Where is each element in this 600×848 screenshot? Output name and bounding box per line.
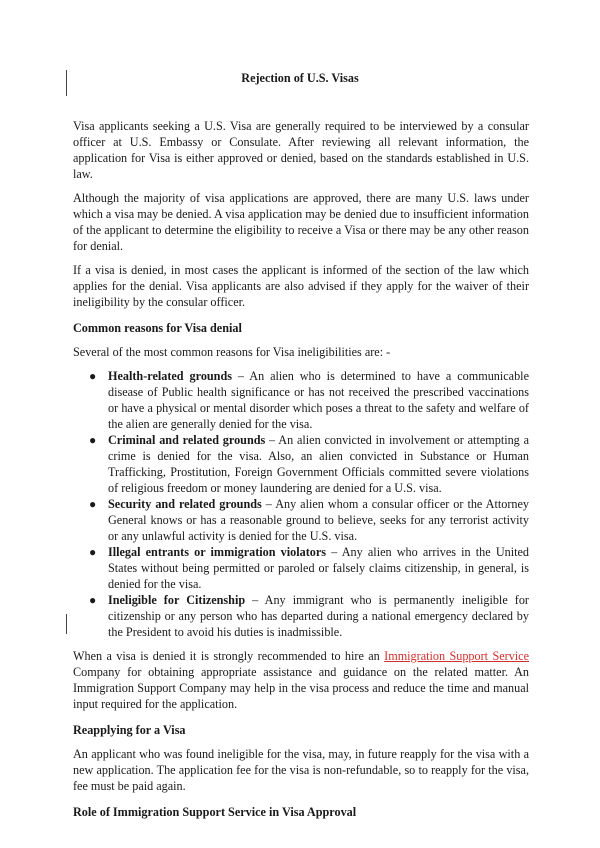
list-item bbox=[73, 592, 529, 640]
section-heading-reapplying: Reapplying for a Visa bbox=[73, 723, 186, 737]
bullet-icon: ● bbox=[89, 545, 97, 559]
list-item bbox=[73, 544, 529, 592]
list-item bbox=[73, 368, 529, 432]
margin-marker-recommendation bbox=[66, 614, 67, 634]
item-text: – Any alien who arrives in the United States without being permitted or paroled or falsely claims citizenship, in general, is denied for the visa. bbox=[108, 545, 529, 591]
intro-paragraph-2: Although the majority of visa applications are approved, there are many U.S. laws under which a visa may be denied. A visa application may be denied due to insufficient information of the applicant to determine the eligibility to receive a Visa or there may be any other reason for denial. bbox=[73, 191, 529, 253]
bullet-icon: ● bbox=[89, 593, 97, 607]
intro-paragraph-1: Visa applicants seeking a U.S. Visa are generally required to be interviewed by a consular officer at U.S. Embassy or Consulate. After reviewing all relevant information, the application for Visa is either approved or denied, based on the standards established in U.S. law. bbox=[73, 119, 529, 181]
item-term: Ineligible for Citizenship bbox=[108, 593, 246, 607]
reapplying-paragraph: An applicant who was found ineligible for the visa, may, in future reapply for the visa with a new application. The application fee for the visa is non-refundable, so to reapply for the visa, fee must be paid again. bbox=[73, 747, 529, 793]
list-item bbox=[73, 432, 529, 496]
item-text: – An alien who is determined to have a communicable disease of Public health significance or has not received the prescribed vaccinations or have a physical or mental disorder which poses a threat to the safety and welfare of the alien are generally denied for the visa. bbox=[108, 369, 529, 431]
reasons-list bbox=[73, 368, 529, 640]
bullet-icon: ● bbox=[89, 433, 97, 447]
recommendation-text-after: Company for obtaining appropriate assistance and guidance on the related matter. An Immigration Support Company may help in the visa process and reduce the time and manual input required for the application. bbox=[73, 665, 529, 711]
item-text: – Any immigrant who is permanently ineligible for citizenship or any person who has departed during a national emergency declared by the President to avoid his duties is inadmissible. bbox=[108, 593, 529, 639]
section-heading-common-reasons: Common reasons for Visa denial bbox=[73, 321, 242, 335]
item-text: – An alien convicted in involvement or attempting a crime is denied for the visa. Also, an alien convicted in Substance or Human Trafficking, Prostitution, Foreign Government Officials committed severe violations of religious freedom or money laundering are denied for a U.S. visa. bbox=[108, 433, 529, 495]
immigration-support-service-link[interactable]: Immigration Support Service bbox=[384, 649, 529, 663]
section-lead: Several of the most common reasons for Visa ineligibilities are: - bbox=[73, 345, 391, 359]
list-item bbox=[73, 496, 529, 544]
recommendation-text-before: When a visa is denied it is strongly recommended to hire an bbox=[73, 649, 385, 663]
section-heading-role: Role of Immigration Support Service in Visa Approval bbox=[73, 805, 357, 819]
item-text: – Any alien whom a consular officer or the Attorney General knows or has a reasonable ground to believe, seeks for any terrorist activity or any unlawful activity is denied for the U.S. visa. bbox=[108, 497, 529, 543]
recommendation-paragraph bbox=[73, 648, 529, 712]
document-title: Rejection of U.S. Visas bbox=[241, 71, 359, 85]
intro-paragraph-3: If a visa is denied, in most cases the applicant is informed of the section of the law which applies for the denial. Visa applicants are also advised if they apply for the waiver of their ineligibility by the consular officer. bbox=[73, 263, 529, 309]
item-term: Criminal and related grounds bbox=[108, 433, 266, 447]
bullet-icon: ● bbox=[89, 369, 97, 383]
item-term: Health-related grounds bbox=[108, 369, 232, 383]
item-term: Security and related grounds bbox=[108, 497, 262, 511]
document-body bbox=[73, 118, 529, 828]
item-term: Illegal entrants or immigration violators bbox=[108, 545, 327, 559]
bullet-icon: ● bbox=[89, 497, 97, 511]
